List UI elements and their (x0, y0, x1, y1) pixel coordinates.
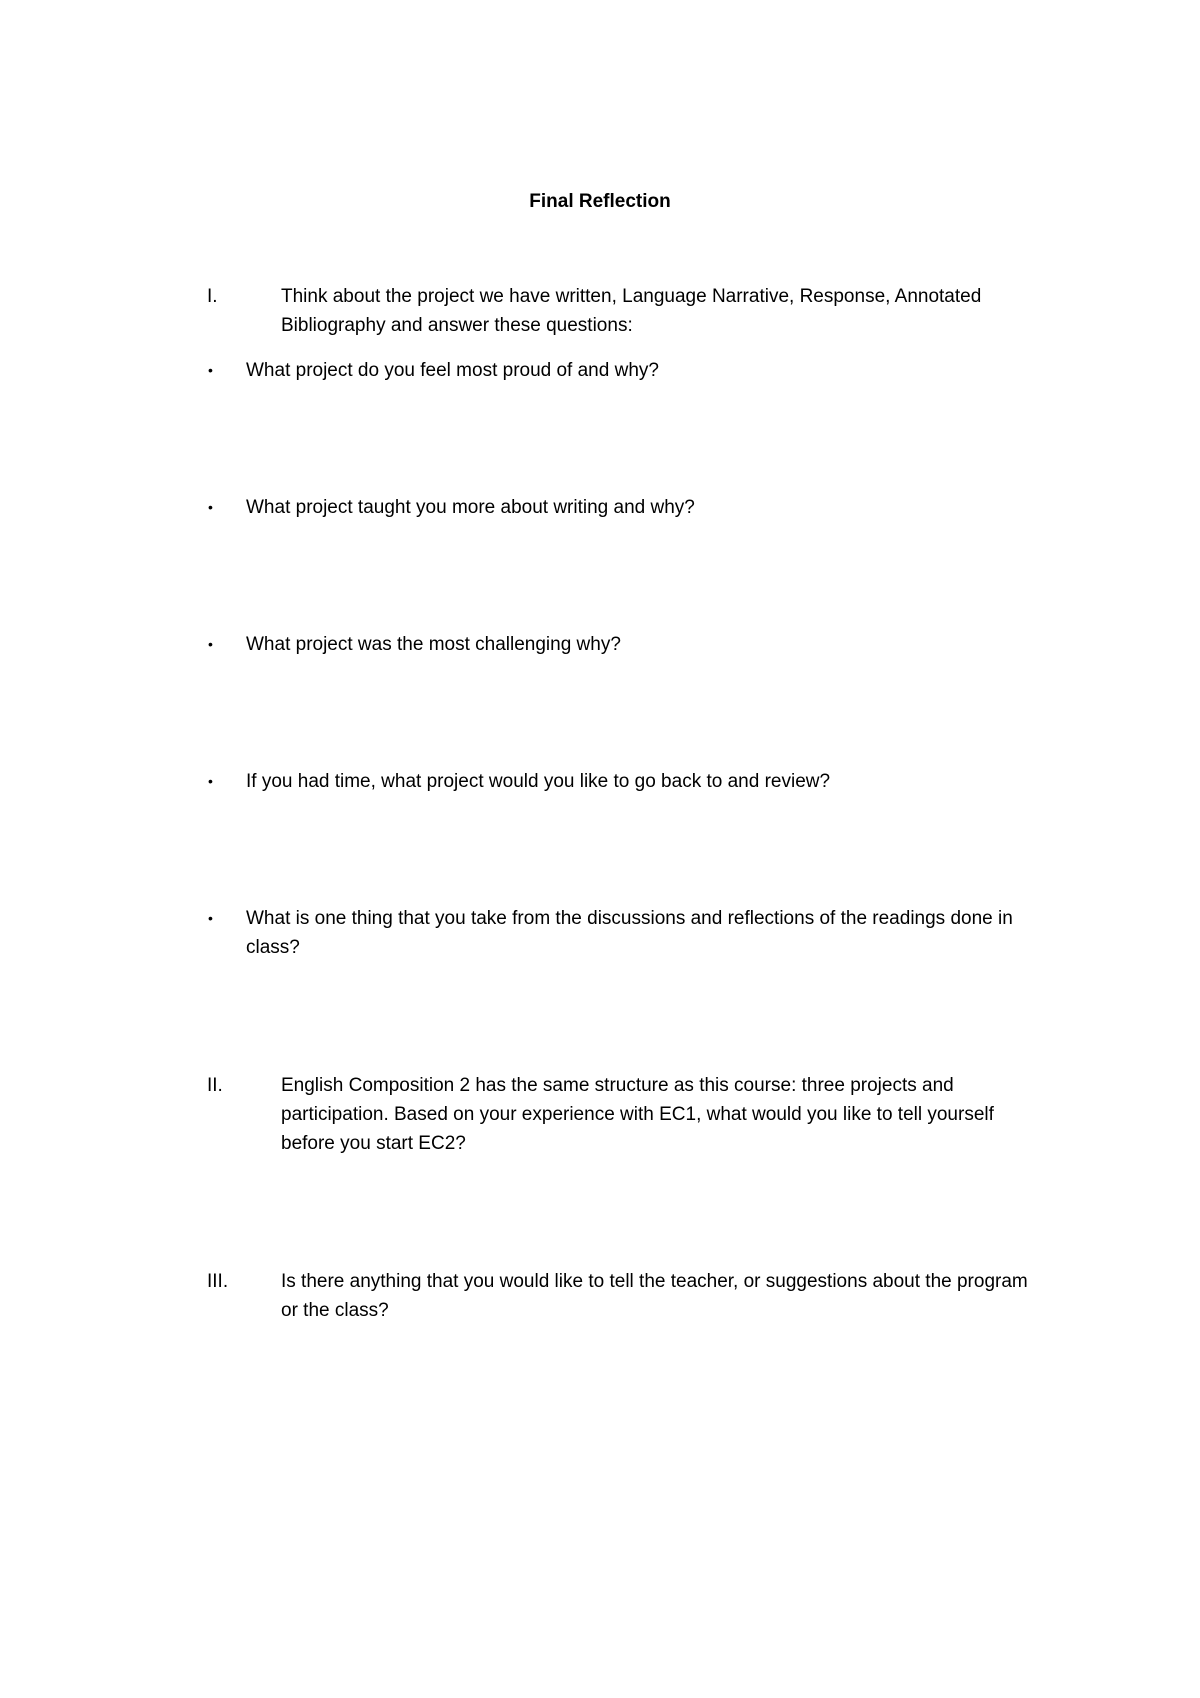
bullet-icon: • (208, 499, 213, 515)
question-item-5: What is one thing that you take from the discussions and reflections of the readings done in class? (246, 908, 1013, 958)
bullet-icon: • (208, 362, 213, 378)
section-numeral-2: II. (207, 1075, 223, 1096)
section-numeral-1: I. (207, 286, 218, 307)
bullet-icon: • (208, 636, 213, 652)
section-numeral-3: III. (207, 1271, 229, 1292)
bullet-icon: • (208, 773, 213, 789)
question-item-4: If you had time, what project would you like to go back to and review? (246, 771, 831, 792)
section-text-1: Think about the project we have written, Language Narrative, Response, Annotated Bibliography and answer these questions: (281, 286, 982, 336)
section-text-3: Is there anything that you would like to tell the teacher, or suggestions about the program or the class? (281, 1271, 1028, 1321)
bullet-icon: • (208, 910, 213, 926)
question-item-3: What project was the most challenging why? (246, 634, 621, 655)
section-text-2: English Composition 2 has the same structure as this course: three projects and participation. Based on your experience with EC1, what would you like to tell yourself before you start EC2? (281, 1075, 994, 1154)
question-item-1: What project do you feel most proud of and why? (246, 360, 659, 381)
document-title: Final Reflection (529, 191, 671, 212)
question-item-2: What project taught you more about writing and why? (246, 497, 695, 518)
